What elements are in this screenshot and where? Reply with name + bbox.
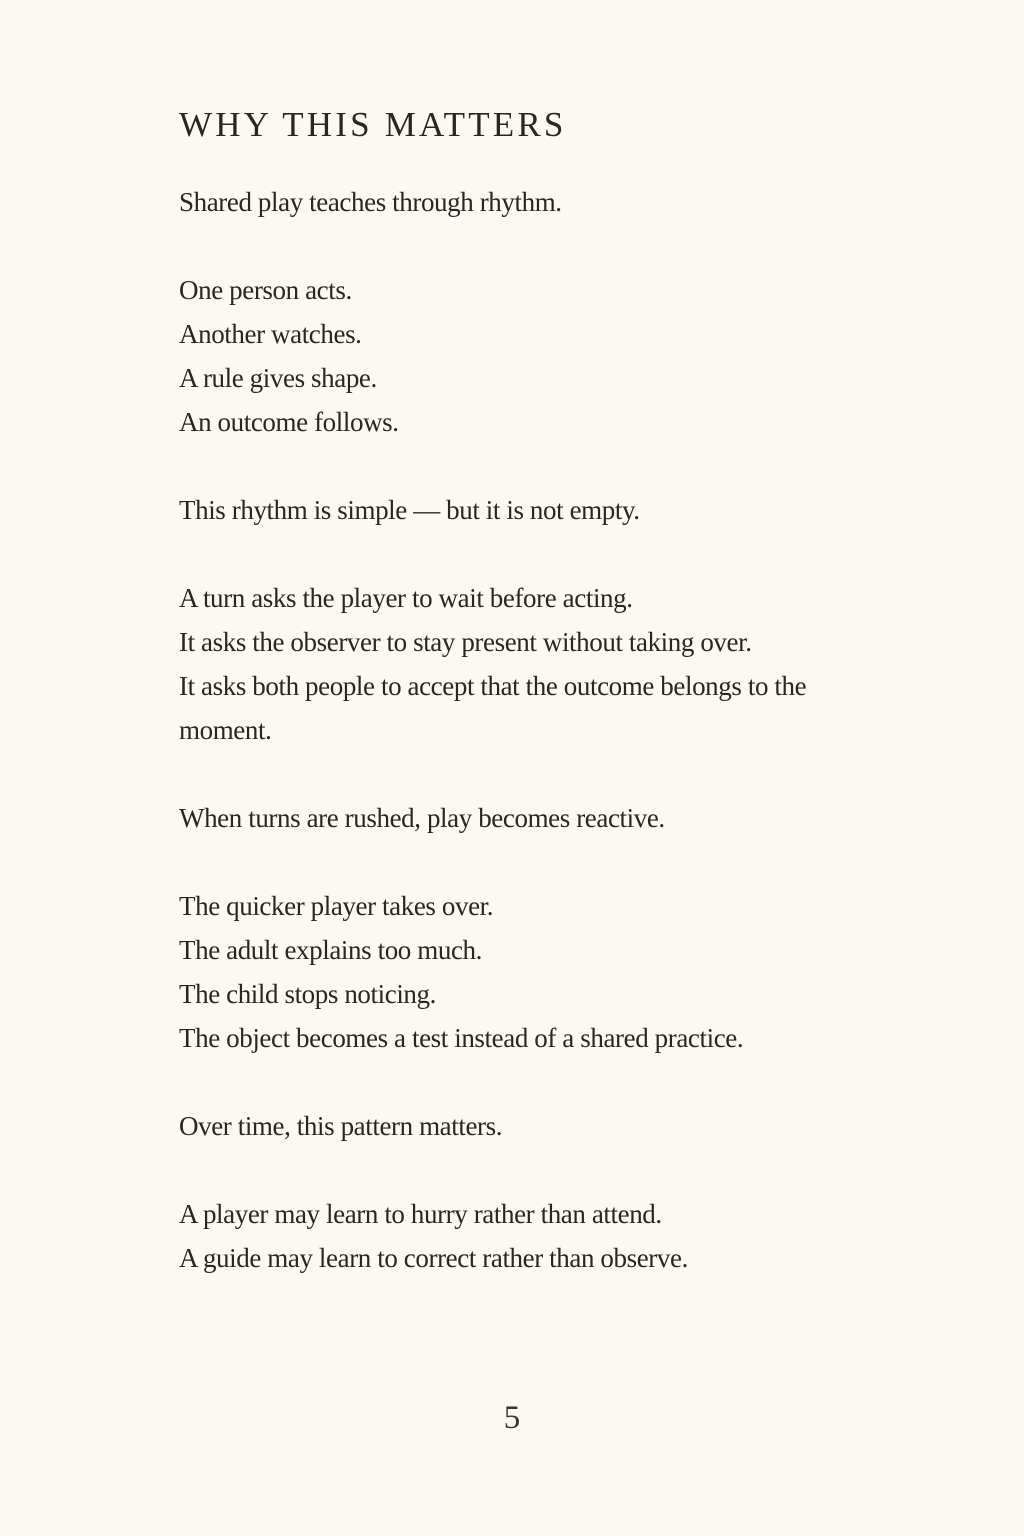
text-line: The object becomes a test instead of a shared practice. [179,1023,744,1053]
paragraph [179,884,879,1060]
text-line: One person acts. [179,275,352,305]
paragraph [179,796,879,840]
text-line: This rhythm is simple — but it is not empty. [179,495,640,525]
text-line: A player may learn to hurry rather than attend. [179,1199,662,1229]
text-line: A turn asks the player to wait before acting. [179,583,633,613]
text-line: Over time, this pattern matters. [179,1111,503,1141]
text-line: A guide may learn to correct rather than observe. [179,1243,688,1273]
page-number: 5 [503,1400,521,1436]
paragraph [179,1192,879,1280]
section-heading: WHY THIS MATTERS [179,105,567,144]
text-line: The child stops noticing. [179,979,436,1009]
paragraph [179,1104,879,1148]
paragraph [179,488,879,532]
text-line: An outcome follows. [179,407,399,437]
text-line: Another watches. [179,319,362,349]
text-line: Shared play teaches through rhythm. [179,187,562,217]
text-line: The quicker player takes over. [179,891,494,921]
text-line: A rule gives shape. [179,363,377,393]
book-page [179,0,879,1536]
text-line: It asks both people to accept that the outcome belongs to the moment. [179,671,807,745]
text-line: When turns are rushed, play becomes reactive. [179,803,665,833]
paragraph [179,180,879,224]
paragraph [179,576,879,752]
body-text [179,180,879,1280]
paragraph [179,268,879,444]
text-line: It asks the observer to stay present without taking over. [179,627,752,657]
text-line: The adult explains too much. [179,935,482,965]
